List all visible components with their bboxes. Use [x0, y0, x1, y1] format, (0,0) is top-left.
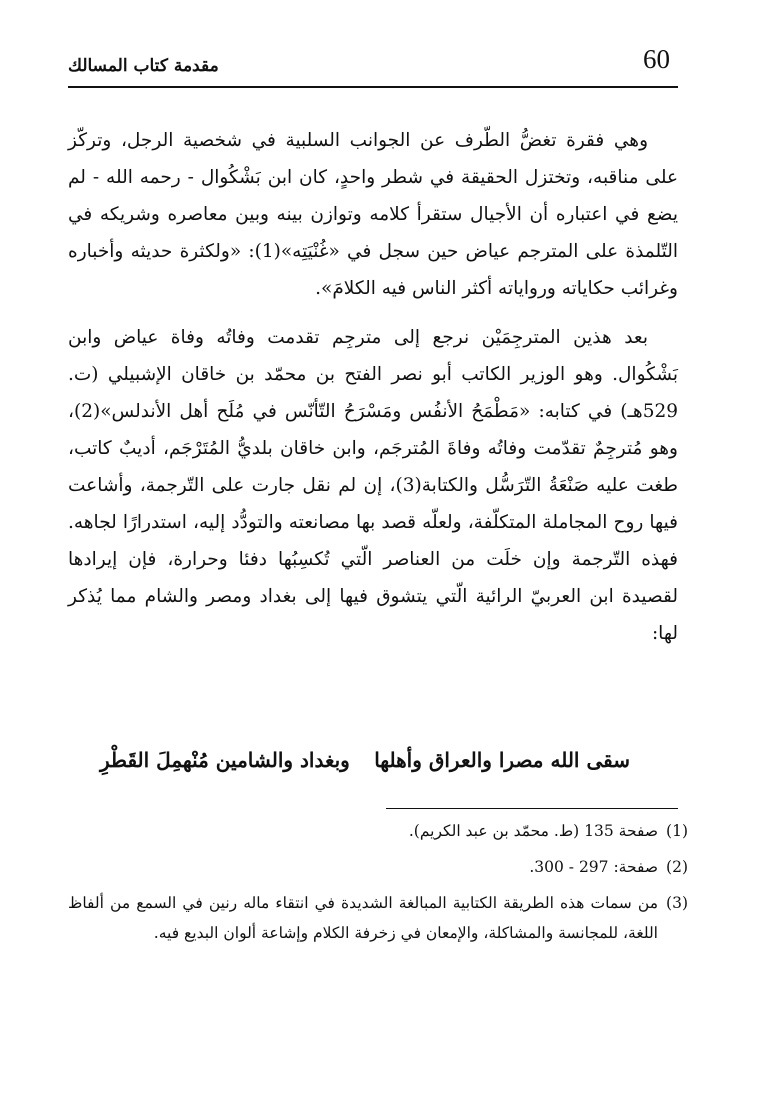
- poem-first-hemistich: سقى الله مصرا والعراق وأهلها: [374, 748, 630, 772]
- paragraph: بعد هذين المترجِمَيْن نرجع إلى مترجِم تقدمت وفاتُه وفاة عياض وابن بَشْكُوال. وهو الوزير الكاتب أبو نصر الفتح بن محمّد بن خاقان الإشبيلي (ت. 529هـ) في كتابه: «مَطْمَحُ الأنفُس ومَسْرَحُ التّأنّس في مُلَح أهل الأندلس»(2)، وهو مُترجِمٌ تقدّمت وفاتُه وفاةَ المُترجَم، وابن خاقان بلديُّ المُتَرْجَم، أديبٌ كاتب، طغت عليه صَنْعَةُ التّرَسُّل والكتابة(3)، إن لم نقل جارت على التّرجمة، وأشاعت فيها روح المجاملة المتكلّفة، ولعلّه قصد بها مصانعته والتودُّد إليه، استدرارًا لجاهه. فهذه التّرجمة وإن خلَت من العناصر الّتي تُكسِبُها دفئا وحرارة، فإن إيرادها لقصيدة ابن العربيّ الرائية الّتي يتشوق فيها إلى بغداد ومصر والشام مما يُذكر لها:: [68, 327, 678, 644]
- footnote-text: من سمات هذه الطريقة الكتابية المبالغة الشديدة في انتقاء ماله رنين في السمع من ألفاظ اللغة، للمجانسة والمشاكلة، والإمعان في زخرفة الكلام وإشاعة ألوان البديع فيه.: [68, 894, 658, 942]
- poem-verse: [100, 748, 650, 788]
- main-text: [68, 122, 678, 652]
- footnote-number: (1): [666, 822, 688, 840]
- footnote: [68, 888, 688, 948]
- footnotes: [68, 816, 688, 954]
- footnote-separator: [386, 808, 678, 809]
- page-header: [68, 44, 678, 88]
- footnote-number: (2): [666, 858, 688, 876]
- poem-second-hemistich: وبغداد والشامين مُنْهمِلَ القَطْرِ: [100, 748, 350, 772]
- running-title: مقدمة كتاب المسالك: [68, 56, 219, 76]
- footnote-number: (3): [666, 894, 688, 912]
- footnote-text: صفحة: 297 - 300.: [529, 858, 658, 876]
- footnote: [68, 816, 688, 846]
- page-number: 60: [643, 44, 670, 74]
- footnote: [68, 852, 688, 882]
- footnote-text: صفحة 135 (ط. محمّد بن عبد الكريم).: [408, 822, 658, 840]
- paragraph: وهي فقرة تغضُّ الطّرف عن الجوانب السلبية في شخصية الرجل، وتركّز على مناقبه، وتختزل الحقيقة في شطر واحدٍ، كان ابن بَشْكُوال - رحمه الله - لم يضع في اعتباره أن الأجيال ستقرأ كلامه وتوازن بينه وبين معاصره وشريكه في التّلمذة على المترجم عياض حين سجل في «غُنْيَتِه»(1): «ولكثرة حديثه وأخباره وغرائب حكاياته ورواياته أكثر الناس فيه الكلامَ».: [68, 130, 678, 299]
